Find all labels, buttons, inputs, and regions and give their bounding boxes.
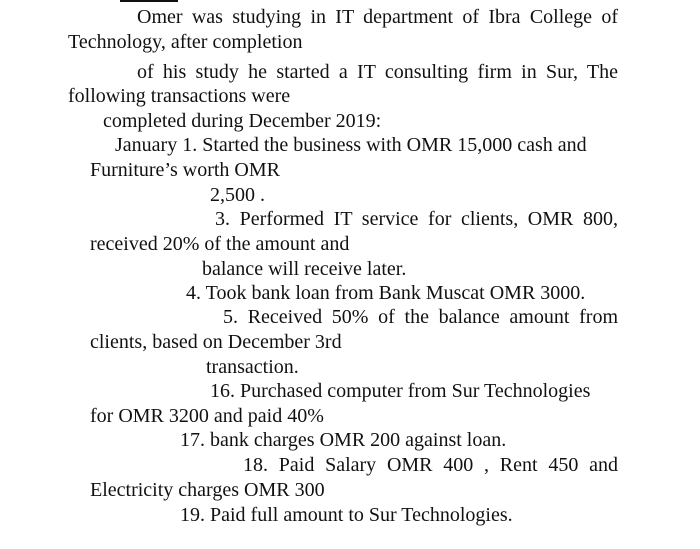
transaction-18-line-2: Electricity charges OMR 300 [90,479,325,501]
transaction-3-line-3: balance will receive later. [202,258,407,280]
transaction-5-line-3: transaction. [206,356,299,378]
transaction-jan1-line-3: 2,500 . [210,184,265,206]
intro-line-1: Omer was studying in IT department of Ibra College of [137,6,618,28]
transaction-jan1-line-1: January 1. Started the business with OMR 15,000 cash and [115,134,587,156]
intro-line-2: Technology, after completion [68,31,303,53]
transaction-18-line-1: 18. Paid Salary OMR 400 , Rent 450 and [243,454,618,476]
transaction-4-line-1: 4. Took bank loan from Bank Muscat OMR 3000. [186,282,586,304]
transaction-19-line-1: 19. Paid full amount to Sur Technologies. [180,504,513,526]
intro-line-4: following transactions were [68,85,291,107]
transaction-3-line-1: 3. Performed IT service for clients, OMR 800, [215,208,618,230]
transaction-jan1-line-2: Furniture’s worth OMR [90,159,280,181]
transaction-17-line-1: 17. bank charges OMR 200 against loan. [180,429,507,451]
transaction-16-line-1: 16. Purchased computer from Sur Technologies [210,380,591,402]
transaction-3-line-2: received 20% of the amount and [90,233,350,255]
transaction-5-line-2: clients, based on December 3rd [90,331,342,353]
intro-line-5: completed during December 2019: [103,110,382,132]
intro-line-3: of his study he started a IT consulting firm in Sur, The [137,61,618,83]
top-rule-fragment [120,0,178,2]
transaction-5-line-1: 5. Received 50% of the balance amount from [223,306,618,328]
transaction-16-line-2: for OMR 3200 and paid 40% [90,405,324,427]
